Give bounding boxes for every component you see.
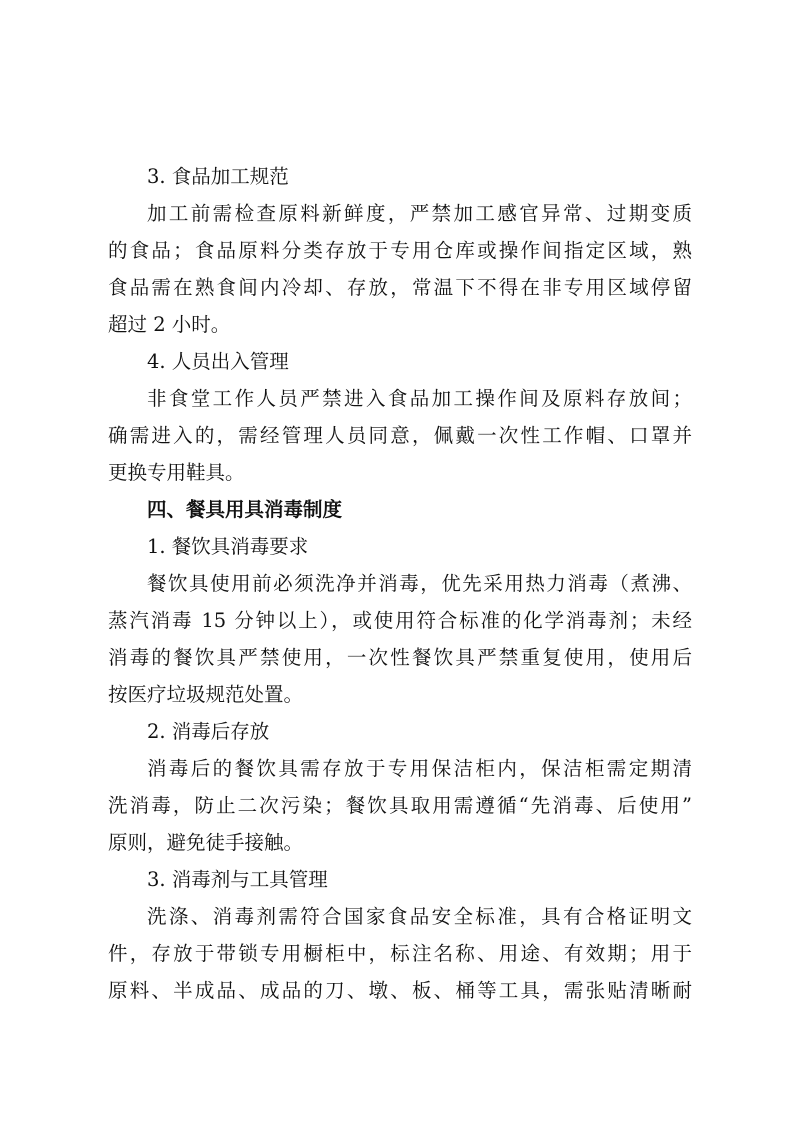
paragraph-line: 原料、半成品、成品的刀、墩、板、桶等工具，需张贴清晰耐 [108, 979, 692, 1002]
paragraph-line: 加工前需检查原料新鲜度，严禁加工感官异常、过期变质 [147, 202, 692, 225]
paragraph-line: 按医疗垃圾规范处置。 [108, 683, 304, 706]
paragraph-line: 的食品；食品原料分类存放于专用仓库或操作间指定区域，熟 [108, 239, 692, 262]
paragraph-line: 餐饮具使用前必须洗净并消毒，优先采用热力消毒（煮沸、 [147, 572, 692, 595]
paragraph-food-processing [108, 195, 692, 343]
subheading-food-processing: 3. 食品加工规范 [147, 165, 289, 188]
paragraph-post-disinfection-storage [108, 750, 692, 861]
paragraph-disinfectant-tool-management [108, 898, 692, 1009]
paragraph-line: 洗涤、消毒剂需符合国家食品安全标准，具有合格证明文 [147, 905, 692, 928]
paragraph-line: 非食堂工作人员严禁进入食品加工操作间及原料存放间； [147, 387, 692, 410]
paragraph-line: 超过 2 小时。 [108, 313, 231, 336]
section-heading-tableware-disinfection: 四、餐具用具消毒制度 [147, 498, 343, 521]
document-page [108, 158, 692, 1009]
subheading-post-disinfection-storage: 2. 消毒后存放 [147, 720, 270, 743]
paragraph-line: 件，存放于带锁专用橱柜中，标注名称、用途、有效期；用于 [108, 942, 692, 965]
paragraph-line: 洗消毒，防止二次污染；餐饮具取用需遵循“先消毒、后使用” [108, 794, 692, 817]
paragraph-disinfection-requirements [108, 565, 692, 713]
subheading-disinfectant-tool-management: 3. 消毒剂与工具管理 [147, 868, 328, 891]
paragraph-line: 消毒后的餐饮具需存放于专用保洁柜内，保洁柜需定期清 [147, 757, 692, 780]
paragraph-personnel-access [108, 380, 692, 491]
paragraph-line: 更换专用鞋具。 [108, 461, 245, 484]
paragraph-line: 确需进入的，需经管理人员同意，佩戴一次性工作帽、口罩并 [108, 424, 692, 447]
paragraph-line: 原则，避免徒手接触。 [108, 831, 304, 854]
subheading-personnel-access: 4. 人员出入管理 [147, 350, 289, 373]
subheading-disinfection-requirements: 1. 餐饮具消毒要求 [147, 535, 309, 558]
paragraph-line: 消毒的餐饮具严禁使用，一次性餐饮具严禁重复使用，使用后 [108, 646, 692, 669]
paragraph-line: 蒸汽消毒 15 分钟以上），或使用符合标准的化学消毒剂；未经 [108, 609, 692, 632]
paragraph-line: 食品需在熟食间内冷却、存放，常温下不得在非专用区域停留 [108, 276, 692, 299]
